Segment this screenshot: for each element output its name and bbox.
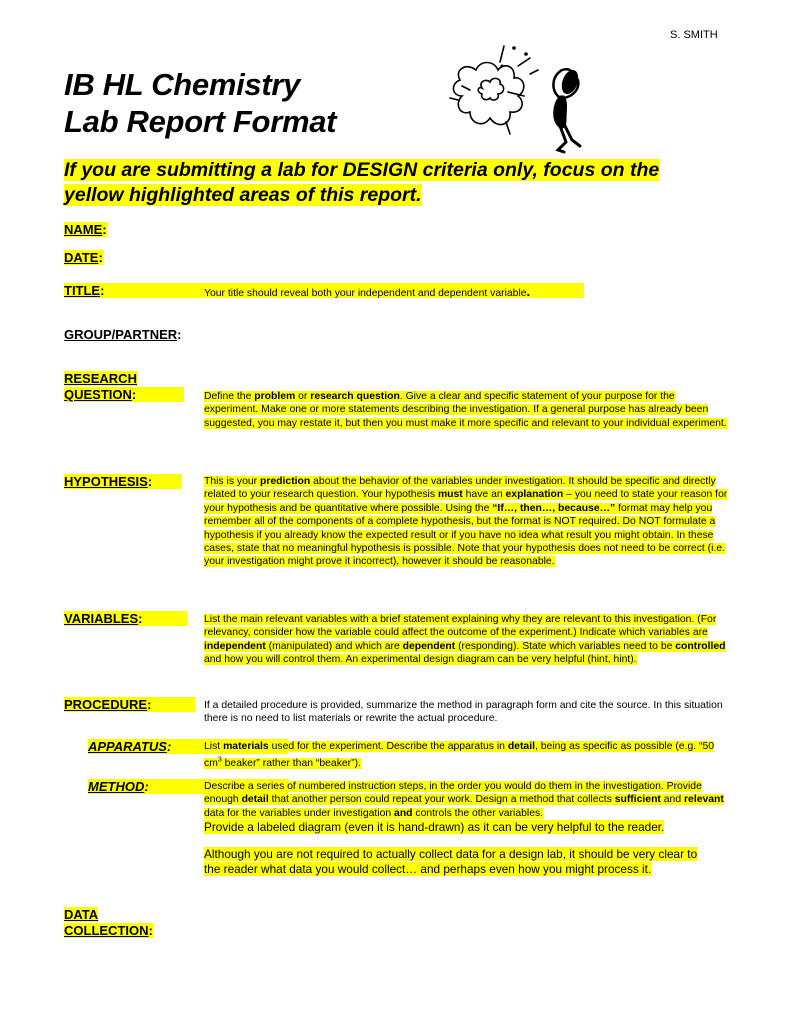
data-collection-label xyxy=(64,907,153,939)
app-text-4: beaker” rather than “beaker”). xyxy=(221,757,361,769)
var-text-2: (manipulated) and which are xyxy=(265,640,403,652)
apparatus-colon: : xyxy=(166,739,172,754)
rq-bold-research-question: research question xyxy=(310,391,400,402)
method-text-1: Describe a series of numbered instruction steps, in the order you would do them in the investigation. Provide enough xyxy=(204,781,702,806)
method-data-note xyxy=(204,847,714,877)
hyp-bold-prediction: prediction xyxy=(260,476,311,487)
method-description xyxy=(204,780,734,820)
name-colon: : xyxy=(102,222,107,237)
group-partner-label xyxy=(64,327,182,343)
research-label-line1: RESEARCH xyxy=(64,371,137,386)
app-bold-materials: materials xyxy=(223,741,269,752)
method-text-4: data for the variables under investigation xyxy=(204,807,395,819)
explosion-icon xyxy=(448,40,608,155)
method-bold-detail: detail xyxy=(241,794,269,806)
method-text-5: controls the other variables. xyxy=(412,807,544,819)
research-question-description xyxy=(204,390,729,430)
name-label-text: NAME xyxy=(64,222,103,237)
procedure-description xyxy=(204,699,729,726)
title-description xyxy=(204,285,729,300)
method-bold-sufficient: sufficient xyxy=(614,794,661,806)
variables-description xyxy=(204,613,729,667)
apparatus-label-text: APPARATUS xyxy=(88,739,167,754)
variables-colon: : xyxy=(138,611,143,626)
rq-bold-problem: problem xyxy=(254,391,296,402)
title-colon: : xyxy=(100,283,105,298)
design-criteria-note xyxy=(64,158,724,208)
hyp-bold-if-then-because: “If…, then…, because…” xyxy=(492,502,616,514)
app-bold-detail: detail xyxy=(507,741,535,752)
procedure-colon: : xyxy=(147,697,152,712)
title-field-label xyxy=(64,283,104,299)
var-bold-controlled: controlled xyxy=(675,640,726,652)
data-collection-line2: COLLECTION xyxy=(64,923,149,938)
method-bold-relevant: relevant xyxy=(684,794,724,806)
title-line-1: IB HL Chemistry xyxy=(64,67,301,102)
app-text-3: , being as specific as possible (e.g. “50 cm xyxy=(204,741,715,769)
explosion-scientist-clipart xyxy=(448,40,608,155)
method-colon: : xyxy=(144,779,149,794)
variables-label xyxy=(64,611,187,627)
research-label-line2: QUESTION xyxy=(64,387,132,402)
data-collection-colon: : xyxy=(148,923,153,938)
method-data-note-text: Although you are not required to actually collect data for a design lab, it should be very clear to the reader what data you would collect… and perhaps even how you might process it. xyxy=(204,847,698,876)
hyp-text-1: This is your xyxy=(204,476,261,487)
method-bold-and: and xyxy=(394,807,413,819)
var-text-3: (responding). State which variables need to be xyxy=(455,640,676,652)
apparatus-label xyxy=(88,739,171,755)
research-question-label xyxy=(64,371,184,403)
var-text-4: and how you will control them. An experimental design diagram can be very helpful (hint, hint). xyxy=(204,654,637,666)
var-bold-independent: independent xyxy=(204,640,266,652)
hyp-text-2: about the behavior of the variables under investigation. It should be specific and directly related to your research question. Your hypothesis xyxy=(204,476,716,501)
method-diagram-note xyxy=(204,820,744,835)
date-colon: : xyxy=(98,250,103,265)
research-colon: : xyxy=(131,387,137,402)
title-description-period: . xyxy=(526,284,531,299)
hyp-bold-must: must xyxy=(437,489,463,501)
method-label xyxy=(88,779,149,795)
design-criteria-note-text: If you are submitting a lab for DESIGN criteria only, focus on the yellow highlighted areas of this report. xyxy=(64,159,660,206)
procedure-description-text: If a detailed procedure is provided, summarize the method in paragraph form and cite the source. In this situation there is no need to list materials or rewrite the actual procedure. xyxy=(204,700,723,725)
hyp-bold-explanation: explanation xyxy=(505,489,564,501)
hyp-text-5: format may help you remember all of the components of a complete hypothesis, but the format is NOT required. Do NOT formulate a hypothesis if you already know the expected result or if you have no idea what result you might obtain. In these cases, state that no meaningful hypothesis is possible. Note that your hypothesis does not need to be correct (i.e. your investigation might prove it incorrect), however it should be reasonable. xyxy=(204,502,725,568)
procedure-label xyxy=(64,697,195,713)
group-partner-colon: : xyxy=(177,327,182,342)
app-text-2: used for the experiment. Describe the apparatus in xyxy=(268,741,508,752)
hypothesis-label-text: HYPOTHESIS xyxy=(64,474,148,489)
title-line-2: Lab Report Format xyxy=(64,104,337,139)
date-field-label xyxy=(64,250,103,266)
hypothesis-label xyxy=(64,474,182,490)
hyp-text-3: have an xyxy=(462,489,506,501)
method-label-text: METHOD xyxy=(88,779,145,794)
title-label-text: TITLE xyxy=(64,283,101,298)
document-title xyxy=(64,66,336,140)
method-text-3: and xyxy=(660,794,684,806)
rq-text-3: . Give a clear and specific statement of your purpose for the experiment. Make one or more statements describing the investigation. If a general purpose has already been suggested, you may restate it, but then you must make it more specific and relevant to your individual experiment. xyxy=(204,391,727,429)
method-text-2: that another person could repeat your work. Design a method that collects xyxy=(268,794,615,806)
variables-label-text: VARIABLES xyxy=(64,611,139,626)
group-partner-label-text: GROUP/PARTNER xyxy=(64,327,178,342)
name-field-label xyxy=(64,222,107,238)
rq-text-2: or xyxy=(295,391,311,402)
var-bold-dependent: dependent xyxy=(402,640,456,652)
title-description-text: Your title should reveal both your independent and dependent variable xyxy=(204,288,527,299)
procedure-label-text: PROCEDURE xyxy=(64,697,148,712)
hypothesis-colon: : xyxy=(147,474,153,489)
hyp-text-4: – you need to state your reason for your hypothesis and be quantitative where possible. Using the xyxy=(204,489,728,514)
app-superscript: 3 xyxy=(217,756,222,764)
author-name: S. SMITH xyxy=(670,29,718,41)
apparatus-description xyxy=(204,740,729,770)
rq-text-1: Define the xyxy=(204,391,255,402)
var-text-1: List the main relevant variables with a brief statement explaining why they are relevant to this investigation. (For relevancy, consider how the variable could affect the outcome of the experiment.) Indicate which variables are xyxy=(204,614,717,639)
date-label-text: DATE xyxy=(64,250,99,265)
data-collection-line1: DATA xyxy=(64,907,99,922)
hypothesis-description xyxy=(204,475,729,569)
method-diagram-note-text: Provide a labeled diagram (even it is hand-drawn) as it can be very helpful to the reader. xyxy=(204,820,665,834)
app-text-1: List xyxy=(204,741,224,752)
